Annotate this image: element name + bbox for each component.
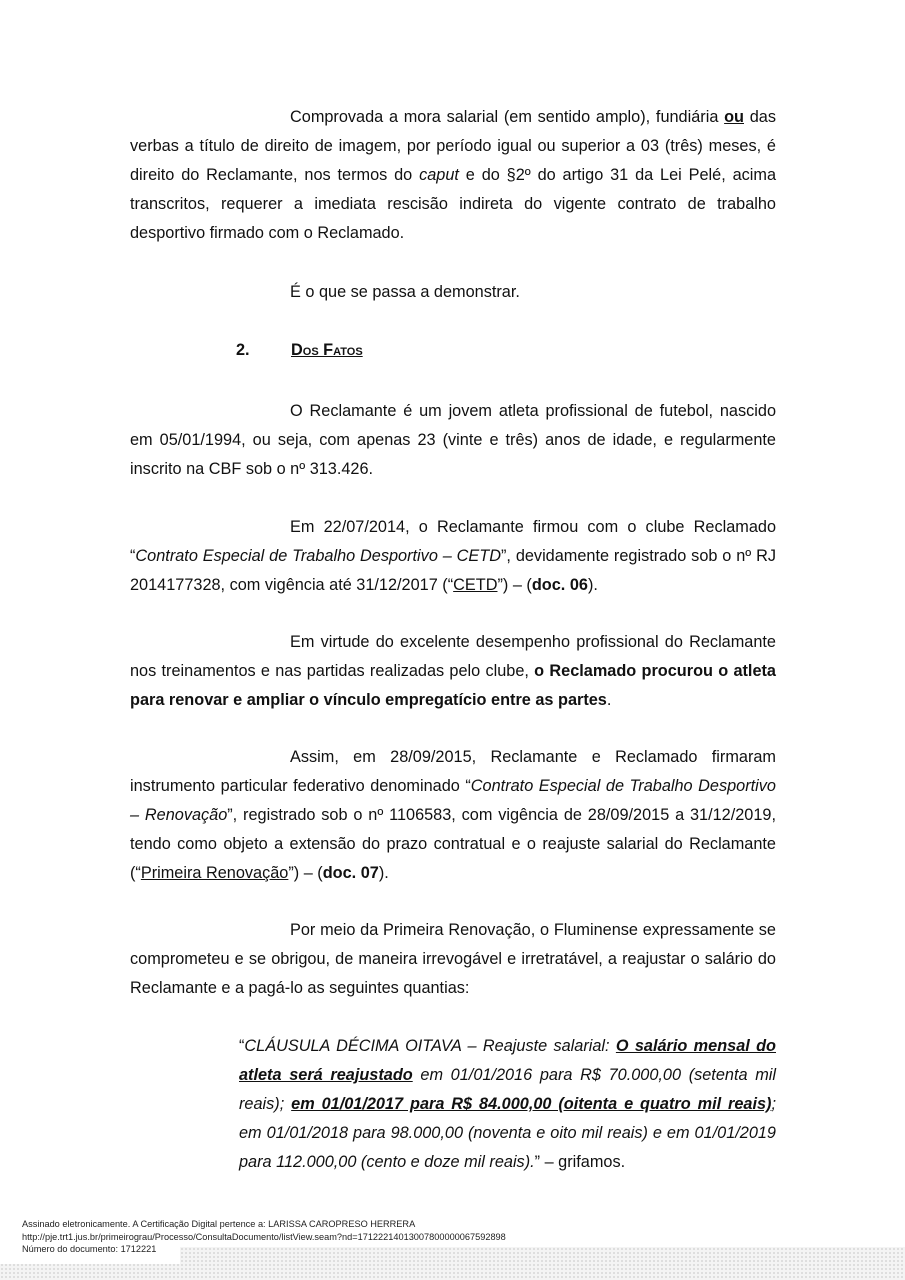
clause-text: em 01/01/2016 para R$ 70.000,00 (setenta mil reais); [239,1066,776,1113]
paragraph-renovacao [130,743,776,888]
doc-reference: doc. 06 [531,576,588,594]
section-heading [236,339,363,361]
bold-statement: o Reclamado procurou o atleta para renovar e ampliar o vínculo empregatício entre as partes [130,662,776,709]
text-run: ”, registrado sob o nº 1106583, com vigência de 28/09/2015 a 31/12/2019, tendo como objeto a extensão do prazo contratual e o reajuste salarial do Reclamante (“ [130,806,776,882]
text-run: ). [378,864,389,882]
clause-title: CLÁUSULA DÉCIMA OITAVA – Reajuste salarial: [244,1037,616,1055]
quote-mark: “ [239,1037,245,1055]
text-run: Assim, em 28/09/2015, Reclamante e Reclamado firmaram instrumento particular federativo denominado “ [130,748,776,795]
text-run: Em 22/07/2014, o Reclamante firmou com o clube Reclamado “ [130,518,776,565]
clause-emphasis: em 01/01/2017 para R$ 84.000,00 (oitenta e quatro mil reais) [291,1095,772,1113]
text-run: das verbas a título de direito de imagem, por período igual ou superior a 03 (três) meses, é direito do Reclamante, nos termos do [130,108,776,184]
text-run: ). [587,576,598,594]
text-run: . [606,691,612,709]
doc-reference: doc. 07 [322,864,379,882]
paragraph-desempenho [130,628,776,715]
text-run: e do §2º do artigo 31 da Lei Pelé, acima transcritos, requerer a imediata rescisão indireta do vigente contrato de trabalho desportivo firmado com o Reclamado. [130,166,776,242]
text-run: ”) – ( [288,864,323,882]
text-run: ”) – ( [497,576,532,594]
paragraph-demonstrar [130,278,776,307]
clause-emphasis: O salário mensal do atleta será reajustado [239,1037,776,1084]
emphasis-ou: ou [724,108,744,126]
text-run: Em virtude do excelente desempenho profissional do Reclamante nos treinamentos e nas partidas realizadas pelo clube, [130,633,776,680]
quote-attribution: ” – grifamos. [534,1153,626,1171]
signature-footer [22,1218,506,1256]
footer-url[interactable]: http://pje.trt1.jus.br/primeirograu/Processo/ConsultaDocumento/listView.seam?nd=17122214013007800000067592898 [22,1231,506,1242]
clause-text: ; em 01/01/2018 para 98.000,00 (noventa e oito mil reais) e em 01/01/2019 para 112.000,00 (cento e doze mil reais). [239,1095,776,1171]
paragraph-fluminense [130,916,776,1003]
footer-document-number: Número do documento: 1712221 [22,1244,157,1254]
quoted-clause [239,1032,776,1177]
paragraph-cetd [130,513,776,600]
contract-name: Contrato Especial de Trabalho Desportivo – CETD [135,547,501,565]
text-run: É o que se passa a demonstrar. [290,283,520,301]
defined-term-cetd: CETD [453,576,498,594]
contract-name: Contrato Especial de Trabalho Desportivo – Renovação [130,777,776,824]
section-title: Dos Fatos [291,341,363,359]
text-run: Comprovada a mora salarial (em sentido amplo), fundiária [290,108,725,126]
text-run: O Reclamante é um jovem atleta profissional de futebol, nascido em 05/01/1994, ou seja, com apenas 23 (vinte e três) anos de idade, e regularmente inscrito na CBF sob o nº 313.426. [130,402,776,478]
footer-signature: Assinado eletronicamente. A Certificação Digital pertence a: LARISSA CAROPRESO HERRERA [22,1219,416,1229]
section-number: 2. [236,341,250,359]
paragraph-reclamante [130,397,776,484]
emphasis-caput: caput [419,166,459,184]
paragraph-mora-salarial [130,103,776,248]
text-run: Por meio da Primeira Renovação, o Fluminense expressamente se comprometeu e se obrigou, de maneira irrevogável e irretratável, a reajustar o salário do Reclamante e a pagá-lo as seguintes quantias: [130,921,776,997]
defined-term-primeira-renovacao: Primeira Renovação [140,864,289,882]
text-run: ”, devidamente registrado sob o nº RJ 2014177328, com vigência até 31/12/2017 (“ [130,547,777,594]
